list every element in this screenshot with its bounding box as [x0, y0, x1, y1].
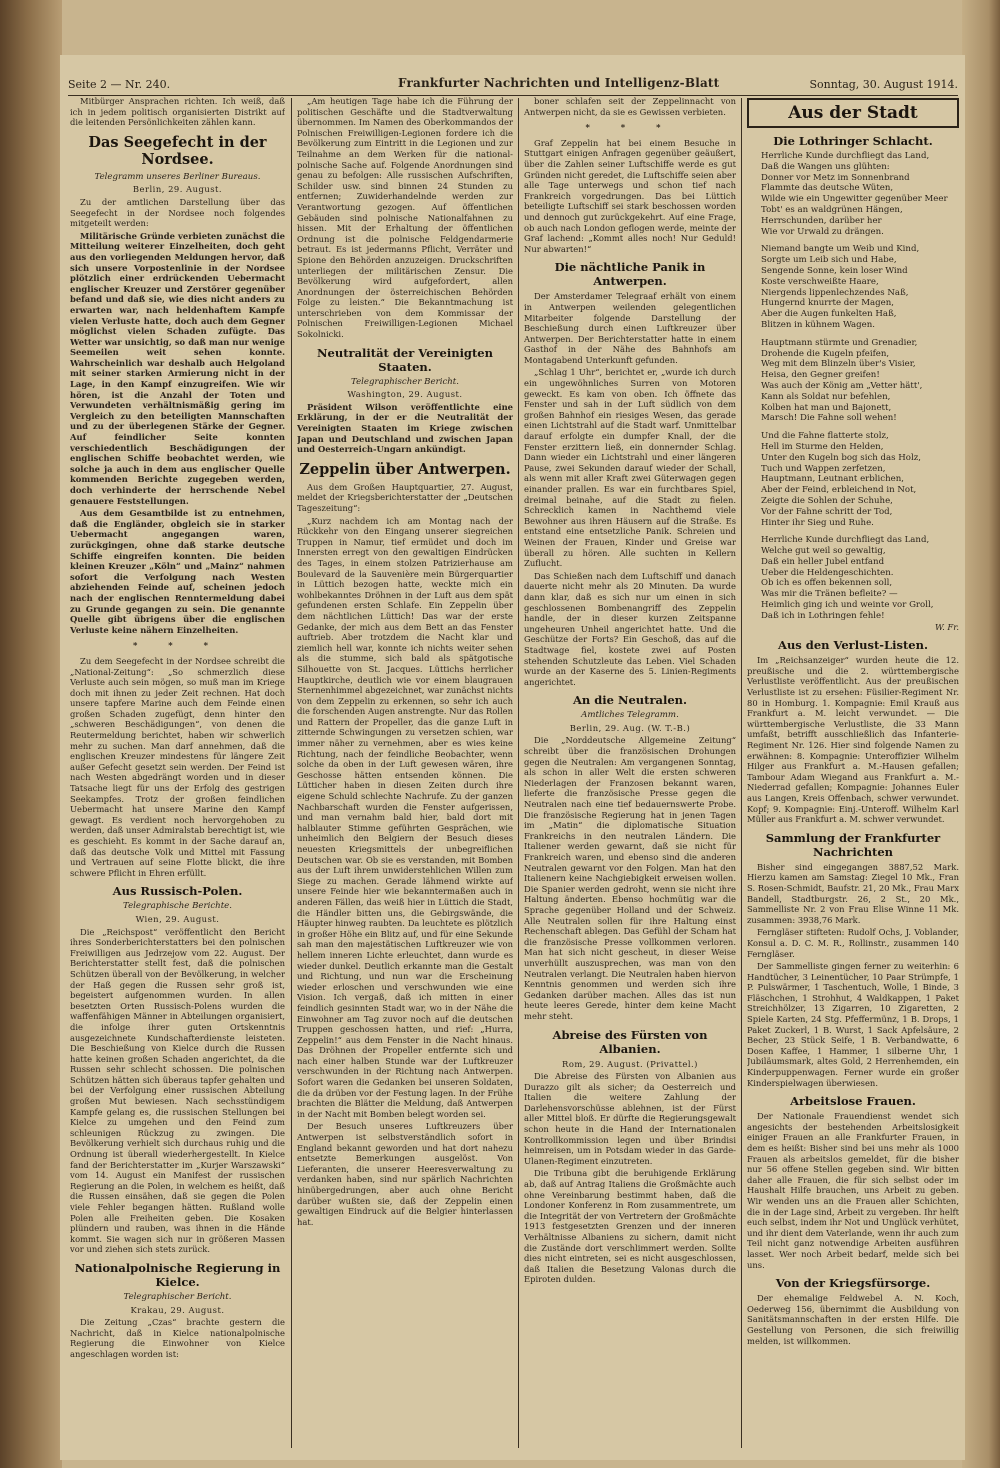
headline-kriegsfuersorge: Von der Kriegsfürsorge.: [775, 1276, 931, 1291]
article-text: Die Zeitung „Czas“ brachte gestern die Nachricht, daß in Kielce nationalpolnische Regierung die Einwohner von Kielce angeschlagen worden ist:: [70, 1317, 285, 1359]
poem-line: Aber die Augen funkelten Haß,: [761, 309, 897, 320]
page-header: [68, 74, 958, 96]
article-text: boner schlafen seit der Zeppelinnacht von Antwerpen nicht, da sie es Gewissen verbieten.: [524, 96, 736, 117]
poem-line: Hauptmann stürmte und Grenadier,: [761, 337, 918, 348]
subheadline: Telegraphischer Bericht.: [123, 1291, 232, 1302]
poem-line: Niergends lippenlechzendes Naß,: [761, 287, 909, 298]
column-divider: [291, 98, 292, 1448]
column-2: [297, 96, 513, 1441]
dateline: Wien, 29. August.: [135, 913, 220, 924]
poem-line: Koste verschweißte Haare,: [761, 276, 879, 287]
issue-date: Sonntag, 30. August 1914.: [809, 78, 958, 91]
poem-stanza-break: [761, 237, 953, 244]
article-text: Präsident Wilson veröffentlichte eine Erklärung, in der er die Neutralität der Vereinigten Staaten im Kriege zwischen Japan und Deutschland und zwischen Japan und Oesterreich-Ungarn ankündigt.: [297, 401, 513, 455]
poem-line: Herrschunden, darüber her: [761, 215, 882, 226]
poem-line: Drohende die Kugeln pfeifen,: [761, 348, 890, 359]
poem-line: Zeigte die Sohlen der Schuhe,: [761, 495, 893, 506]
article-text: Graf Zeppelin hat bei einem Besuche in Stuttgart einigen Anfragen gegenüber geäußert, über die Zahlen seiner Luftschiffe werde es gut Gründen nicht geredet, die Luftschiffe seien aber alle Tage unterwegs und schon tief nach Frankreich vorgedrungen. Das bei Lüttich beteiligte Luftschiff sei stark beschossen worden und dennoch gut zurückgekehrt. Auf eine Frage, ob auch nach London geflogen werde, meinte der Graf lachend: „Kommt alles noch! Nur Geduld! Nur abwarten!“: [524, 137, 736, 254]
headline-arbeitslose-frauen: Arbeitslose Frauen.: [790, 1094, 916, 1109]
article-text: Ferngläser stifteten: Rudolf Ochs, J. Voblander, Konsul a. D. C. M. R., Rollinstr., zusammen 140 Ferngläser.: [747, 927, 959, 959]
poem-line: Hungernd knurrte der Magen,: [761, 298, 894, 309]
headline-abreise-fuerst: Abreise des Fürsten von Albanien.: [552, 1027, 708, 1056]
article-text: Der Amsterdamer Telegraaf erhält von einem in Antwerpen weilenden gelegentlichen Mitarbeiter folgende Darstellung der Beschießung durch einen Luftkreuzer über Antwerpen. Der Berichterstatter hatte in einem Gasthof in der Nähe des Bahnhofs am Montagabend Unterkunft gefunden.: [524, 291, 736, 365]
subheadline: Telegraphischer Bericht.: [351, 376, 459, 387]
poem-line: Und die Fahne flatterte stolz,: [761, 431, 889, 442]
book-binding: [0, 0, 62, 1468]
headline-verlustlisten: Aus den Verlust-Listen.: [778, 638, 928, 653]
article-text: Die Abreise des Fürsten von Albanien aus Durazzo gilt als sicher; da Oesterreich und Italien die weitere Zahlung der Darlehensvorschüsse ablehnen, ist der Fürst aller Mittel bloß. Er dürfte die Regierungsgewalt schon heute in die Hand der Internationalen Kontrollkommission legen und über Brindisi heimreisen, um in Potsdam wieder in das Garde-Ulanen-Regiment einzutreten.: [524, 1071, 736, 1166]
poem-line: Was mir die Tränen befleite? —: [761, 589, 898, 600]
poem-line: Herrliche Kunde durchfliegt das Land,: [761, 151, 930, 161]
headline-sammlung: Sammlung der Frankfurter Nachrichten: [765, 830, 941, 859]
article-text: Der ehemalige Feldwebel A. N. Koch, Oederweg 156, übernimmt die Ausbildung von Sanitätsmannschaften in der ersten Hilfe. Die Gestellung von Personen, die sich freiwillig melden, ist willkommen.: [747, 1293, 959, 1346]
poem-line: Was auch der König am „Vetter hätt',: [761, 380, 923, 391]
poem-line: Ueber die Heldengeschichten.: [761, 567, 894, 578]
headline-zeppelin: Zeppelin über Antwerpen.: [299, 460, 511, 478]
dateline: Washington, 29. August.: [347, 389, 463, 400]
article-text: Bisher sind eingegangen 3887,52 Mark. Hierzu kamen am Samstag: Ziegel 10 Mk., Fran S. Rosen-Schmidt, Baufstr. 21, 20 Mk., Frau Marx Bandell, Stadtburgstr. 26, 2 St., 20 Mk., Sammelliste Nr. 2 von Frau Elise Winne 11 Mk. zusammen: 3938,76 Mark.: [747, 861, 959, 925]
poem-line: Daß ich in Lothringen fehle!: [761, 610, 885, 621]
separator-stars: * * *: [585, 122, 675, 133]
poem-line: Sengende Sonne, kein loser Wind: [761, 265, 908, 276]
page-edge: [962, 0, 1000, 1468]
headline-neutralen: An die Neutralen.: [572, 693, 688, 708]
poem-title: Die Lothringer Schlacht.: [773, 134, 933, 148]
poem-line: Heimlich ging ich und weinte vor Groll,: [761, 600, 934, 611]
subheadline: Telegramm unseres Berliner Bureaus.: [94, 171, 261, 182]
dateline: Berlin, 29. August.: [132, 184, 223, 195]
poem-line: Tuch und Wappen zerfetzen,: [761, 463, 886, 474]
poem-stanza-break: [761, 528, 953, 535]
poem-stanza-break: [761, 424, 953, 431]
article-text: Die „Reichspost“ veröffentlicht den Bericht ihres Sonderberichterstatters bei den polnischen Freiwilligen aus Jedrzejow vom 22. August. Der Berichterstatter stellt fest, daß die polnischen Schützen überall von der Bevölkerung, in welcher der Haß gegen die Russen sehr groß ist, begeistert aufgenommen wurden. In allen besetzten Orten Russisch-Polens wurden die waffenfähigen Männer in Abteilungen organisiert, die infolge ihrer guten Ortskenntnis ausgezeichnete Kundschafterdienste leisteten. Die Beschießung von Kielce durch die Russen hatte keinen großen Schaden angerichtet, da die Russen sehr schlecht schossen. Die polnischen Schützen hätten sich überaus tapfer gehalten und bei der Verfolgung einer russischen Abteilung großen Mut bewiesen. Nach sechsstündigem Kampfe gelang es, die russischen Stellungen bei Kielce zu umgehen und den Feind zum schleunigen Rückzug zu zwingen. Die Bevölkerung verhielt sich durchaus ruhig und die Ordnung ist überall wiederhergestellt. In Kielce fand der Berichterstatter im „Kurjer Warszawski“ vom 14. August ein Manifest der russischen Regierung an die Polen, in welchem es heißt, daß die Russen einsähen, daß sie gegen die Polen viele Fehler begangen hätten. Rußland wolle Polen alle Freiheiten geben. Die Kosaken plündern und rauben, was ihnen in die Hände kommt. Sie wagen sich nur in größeren Massen vor und ziehen sich stets zurück.: [70, 926, 285, 1255]
article-text: Die „Norddeutsche Allgemeine Zeitung“ schreibt über die französischen Drohungen gegen die Neutralen: Am vergangenen Sonntag, als schon in aller Welt die ersten schweren Niederlagen der Franzosen bekannt waren, lieferte die französische Presse gegen die Neutralen nach eine tief bedauernswerte Probe. Die französische Regierung hat in jenen Tagen im „Matin“ die diplomatische Situation Frankreichs in den neutralen Ländern. Die Italiener werden gewarnt, daß sie nicht für Frankreich waren, und ebenso sind die anderen Neutralen gewarnt vor den Folgen. Man hat den Italienern keine Nachgiebigkeit erweisen wollen. Die Spanier werden gedroht, wenn sie nicht ihre Haltung änderten. Ebenso hochmütig war die Sprache gegenüber Holland und der Schweiz. Alle Neutralen sollen für ihre Haltung einst Rechenschaft ablegen. Das Gefühl der Scham hat die französische Presse vollkommen verloren. Man hat sich nicht gescheut, in dieser Weise unverhüllt auszusprechen, was man von den Neutralen verlangt. Die Neutralen haben hiervon Kenntnis genommen und werden sich ihre Gedanken darüber machen. Alles das ist nun heute leeres Gerede, hinter dem keine Macht mehr steht.: [524, 735, 736, 1021]
article-text: „Am heutigen Tage habe ich die Führung der politischen Geschäfte und die Stadtverwaltung übernommen. Im Namen des Oberkommandos der Polnischen Freiwilligen-Legionen fordere ich die Bevölkerung zum Eintritt in die Legionen und zur Teilnahme an dem Werken für die national-polnische Sache auf. Folgende Anordnungen sind genau zu befolgen: Alle russischen Aufschriften, Schilder usw. sind binnen 24 Stunden zu entfernen; Zuwiderhandelnde werden zur Verantwortung gezogen. Auf öffentlichen Gebäuden sind polnische Nationalfahnen zu hissen. Mit der Erhaltung der öffentlichen Ordnung ist die polnische Feldgendarmerie betraut. Es ist jedermanns Pflicht, Verräter und Spione den Behörden anzuzeigen. Druckschriften unterliegen der militärischen Zensur. Die Bevölkerung wird aufgefordert, allen Anordnungen der österreichischen Behörden Folge zu leisten.“ Die Bekanntmachung ist unterschrieben von dem Kommissar der Polnischen Freiwilligen-Legionen Michael Sokolnicki.: [297, 96, 513, 340]
poem-line: Herrliche Kunde durchfliegt das Land,: [761, 535, 930, 546]
poem-line: Niemand bangte um Weib und Kind,: [761, 244, 920, 255]
poem-signature: W. Fr.: [934, 621, 959, 632]
headline-nationalpolnische-regierung: Nationalpolnische Regierung in Kielce.: [74, 1260, 281, 1289]
poem-line: Sorgte um Leib sich und Habe,: [761, 255, 897, 266]
article-text: Der Sammelliste gingen ferner zu weiterhin: 6 Handtücher, 3 Leinentücher, 10 Paar Strümpfe, 1 P. Pulswärmer, 1 Taschentuch, Wolle, 1 Binde, 3 Fläschchen, 1 Strohhut, 4 Waldkappen, 1 Paket Streichhölzer, 13 Zigarren, 10 Zigaretten, 2 Spiele Karten, 24 Stg. Pfeffermünz, 1 B. Drops, 1 Paket Zuckerl, 1 B. Wurst, 1 Sack Apfelsäure, 2 Becher, 23 Stück Seife, 1 B. Verbandwatte, 6 Dosen Kaffee, 1 Hammer, 1 silberne Uhr, 1 Jubiläumsmark, altes Gold, 2 Herrenhemden, ein Kinderpuppenwagen. Ferner wurde ein großer Kinderspielwagen überwiesen.: [747, 961, 959, 1088]
article-text: Die Tribuna gibt die beruhigende Erklärung ab, daß auf Antrag Italiens die Großmächte auch ohne Vereinbarung bestimmt haben, daß die Londoner Konferenz in Rom zusammentrete, um die Integrität der von Vertretern der Großmächte 1913 festgesetzten Grenzen und der inneren Verhältnisse Albaniens zu sichern, damit nicht die Zustände dort verschlimmert werden. Sollte dies nicht eintreten, sei es nicht ausgeschlossen, daß Italien die Besetzung Valonas durch die Epiroten dulden.: [524, 1168, 736, 1285]
poem-line: Flammte das deutsche Wüten,: [761, 183, 894, 194]
poem-line: Marsch! Die Fahne soll wehen!: [761, 413, 897, 424]
poem-line: Hell im Sturme den Helden,: [761, 441, 884, 452]
poem-line: Donner vor Metz im Sonnenbrand: [761, 172, 910, 183]
poem-line: Wilde wie ein Ungewitter gegenüber Meer: [761, 194, 948, 205]
article-text: Militärische Gründe verbieten zunächst die Mitteilung weiterer Einzelheiten, doch geht aus den vorliegenden Meldungen hervor, daß sich unsere Vorpostenlinie in der Nordsee plötzlich einer erdrückenden Uebermacht englischer Kreuzer und Zerstörer gegenüber befand und daß sie, wie dies nicht anders zu erwarten war, nach heldenhaftem Kampfe vielen Verluste hatte, doch auch dem Gegner möglichst vielen Schaden zufügte. Das Wetter war unsichtig, so daß man nur wenige Seemeilen weit sehen konnte. Wahrscheinlich war deshalb auch Helgoland mit seiner starken Armierung nicht in der Lage, in den Kampf einzugreifen. Wie wir hören, ist die Anzahl der Toten und Verwundeten verhältnismäßig gering im Vergleich zu den beteiligten Mannschaften und zu der überlegenen Stärke der Gegner. Auf feindlicher Seite konnten verschiedentlich Beschädigungen der englischen Schiffe beobachtet werden, wie solche ja auch in dem aus englischer Quelle kommenden Berichte zugegeben werden, doch verhinderte der herrschende Nebel genauere Feststellungen.: [70, 230, 285, 506]
article-text: Mitbürger Ansprachen richten. Ich weiß, daß ich in jedem politisch organisierten Distrikt auf die leitenden Persönlichkeiten zählen kann.: [70, 96, 285, 128]
article-text: „Kurz nachdem ich am Montag nach der Rückkehr von den Eingang unserer siegreichen Truppen in Namur, tief ermüdet und doch im Innersten erregt von den gewaltigen Eindrücken des Tages, in einem stolzen Patrizierhause am Boulevard de la Sauvenière mein Bürgerquartier in Lüttich bezogen hatte, weckte mich ein wohlbekanntes Dröhnen in der Luft aus dem spät gefundenen ersten Schlafe. Ein Zeppelin über dem nächtlichen Lüttich! Das war der erste Gedanke, der mich aus dem Bett an das Fenster auftrieb. Aber trotzdem die Nacht klar und ziemlich hell war, konnte ich nichts weiter sehen als die stumme, sich bald als spätgotische Silhouette von St. Jacques. Lüttichs herrlicher Hauptkirche, deutlich wie vor einem blaugrauen Sternenhimmel abgezeichnet, war zunächst nichts von dem Zeppelin zu erkennen, so sehr ich auch die forschenden Augen anstrengte. Nur das Rollen und Rattern der Propeller, das die ganze Luft in zitternde Schwingungen zu versetzen schien, war immer näher zu vernehmen, aber es wies keine Richtung, nach der feindliche Beobachter, wenn solche da oben in der Luft gewesen wären, ihre Geschosse hätten entsenden können. Die Lütticher haben in diesen Zeiten durch ihre eigene Schuld schlechte Nachrufe. Zu der ganzen Nachbarschaft wurden die Fenster aufgerissen, und man vernahm bald hier, bald dort mit halblauter Stimme geführten Gesprächen, wie unheimlich den Belgiern der Besuch dieses neuesten Kriegsmittels der unbegreiflichen Deutschen war. Ob sie es verstanden, mit Bomben aus der Luft ihrem unwiderstehlichen Willen zum Siege zu machen. Gerade lähmend wirkte auf unsere Feinde hier wie bekanntermaßen auch in anderen Fällen, das weiß hier in Lüttich die Stadt, die Händler bitten uns, die Gebirgswände, die Häupter hinweg raubten. Da leuchtete es plötzlich in großer Höhe ein Blitz auf, und für eine Sekunde sah man den majestätischen Luftkreuzer wie von hellem inneren Lichte erleuchtet, dann wurde es wieder dunkel. Deutlich erkannte man die Gestalt und Richtung, und nun war die Erscheinung wieder erloschen und verschwunden wie eine Vision. Ich vergaß, daß ich mitten in einer feindlich gesinnten Stadt war, wo in der Nähe die Einwohner am Tag zuvor noch auf die deutschen Truppen geschossen hatten, und rief: „Hurra, Zeppelin!“ aus dem Fenster in die Nacht hinaus. Das Dröhnen der Propeller entfernte sich und nach einer halben Stunde war der Luftkreuzer verschwunden in der Richtung nach Antwerpen. Sofort waren die Gedanken bei unseren Soldaten, die da drüben vor der Festung lagen. In der Frühe brachten die Blätter die Meldung, daß Antwerpen in der Nacht mit Bomben belegt worden sei.: [297, 515, 513, 1119]
separator-stars: * * *: [133, 640, 222, 651]
poem-line: Kolben hat man und Bajonett,: [761, 402, 892, 413]
column-1: [70, 96, 285, 1441]
column-4: [747, 96, 959, 1441]
page-number: Seite 2 — Nr. 240.: [68, 78, 171, 91]
poem-line: Blitzen in kühnem Wagen.: [761, 319, 876, 330]
masthead: Frankfurter Nachrichten und Intelligenz-Blatt: [398, 76, 720, 90]
dateline: Berlin, 29. Aug. (W. T.-B.): [569, 722, 691, 733]
poem-line: Wie vor Urwald zu drängen.: [761, 226, 884, 237]
dateline: Krakau, 29. August.: [130, 1304, 225, 1315]
article-text: Das Schießen nach dem Luftschiff und danach dauerte nicht mehr als 20 Minuten. Da wurde dann klar, daß es sich nur um einen in sich geschlossenen Bombenangriff des Zeppelin handle, der in dieser kurzen Zeitspanne ungeheuren Unheil angerichtet hatte. Und die Geschütze der Forts? Ein Geschoß, das auf die Stadtwage fiel, kostete zwei auf Posten stehenden Schutzleute das Leben. Viel Schaden wurde an der Kaserne des 5. Linien-Regiments angerichtet.: [524, 570, 736, 687]
subheadline: Telegraphische Berichte.: [123, 901, 232, 912]
poem-line: Hauptmann, Leutnant erblichen,: [761, 474, 904, 485]
article-text: Zu dem Seegefecht in der Nordsee schreibt die „National-Zeitung“: „So schmerzlich diese Verluste auch sein mögen, so muß man im Kriege doch mit ihnen zu jeder Zeit rechnen. Hat doch unsere tapfere Marine auch dem Feinde einen großen Schaden zugefügt, denn hinter den „schweren Beschädigungen“, von denen die Reutermeldung berichtet, haben wir schwerlich mehr zu suchen. Man darf annehmen, daß die englischen Kreuzer mindestens für längere Zeit außer Gefecht gesetzt sein werden. Der Feind ist nach Westen abgedrängt worden und in dieser Tatsache liegt für uns der Erfolg des gestrigen Seekampfes. Trotz der großen feindlichen Uebermacht hat unsere Marine den Kampf gewagt. Es verdient noch hervorgehoben zu werden, daß unser Admiralstab berechtigt ist, wie es geschieht. Es kommt in der Sache darauf an, daß das deutsche Volk und Mittel mit Fassung und Vertrauen auf seine Flotte blickt, die ihre schwere Pflicht in Ehren erfüllt.: [70, 655, 285, 878]
article-text: Zu der amtlichen Darstellung über das Seegefecht in der Nordsee noch folgendes mitgeteilt werden:: [70, 196, 285, 229]
article-text: Aus dem Großen Hauptquartier, 27. August, meldet der Kriegsberichterstatter der „Deutschen Tageszeitung“:: [297, 481, 513, 513]
article-text: „Schlag 1 Uhr“, berichtet er, „wurde ich durch ein ungewöhnliches Surren von Motoren geweckt. Es kam von oben. Ich öffnete das Fenster und sah in der Luft südlich von dem großen Bahnhof ein riesiges Wesen, das gerade einen Lichtstrahl auf die Stadt warf. Unmittelbar darauf erfolgte ein dumpfer Knall, der die Fenster erzittern ließ, ein donnernder Schlag. Dann wieder ein Lichtstrahl und einer längeren Pause, zwei Sekunden darauf wieder der Schall, als wenn mit aller Kraft zwei Güterwagen gegen einander prallen. Es war ein furchtbares Spiel, dreimal beinahe, auf die Stadt zu fielen. Schrecklich kamen in Nachthemd viele Bewohner aus ihren Häusern auf die Straße. Es entstand eine entsetzliche Panik. Schreien und Weinen der Frauen, Kinder und Greise war überall zu hören. Alle suchten in Kellern Zuflucht.: [524, 367, 736, 569]
poem-line: Heisa, den Gegner greifen!: [761, 370, 880, 381]
column-3: [524, 96, 736, 1441]
article-text: Aus dem Gesamtbilde ist zu entnehmen, daß die Engländer, obgleich sie in starker Uebermacht angegangen waren, zurückgingen, ohne daß starke deutsche Schiffe eingreifen konnten. Die beiden kleinen Kreuzer „Köln“ und „Mainz“ nahmen sofort die Verfolgung nach Westen abziehenden Feinde auf, scheinen jedoch nach der englischen Renntermeldung dabei zu Grunde gegangen zu sein. Die genannte Quelle gibt übrigens über die englischen Verluste keine nähern Einzelheiten.: [70, 508, 285, 635]
headline-neutralitaet: Neutralität der Vereinigten Staaten.: [317, 345, 493, 374]
article-text: Im „Reichsanzeiger“ wurden heute die 12. preußische und die 2. württembergische Verlustliste veröffentlicht. Aus der preußischen Verlustliste ist zu ersehen: Füsilier-Regiment Nr. 80 in Homburg. 1. Kompagnie: Emil Krauß aus Frankfurt a. M. leicht verwundet. — Die württembergische Verlustliste, die 33 Mann umfaßt, betrifft ausschließlich das Infanterie-Regiment Nr. 126. Hier sind folgende Namen zu erwähnen: 8. Kompagnie: Unteroffizier Wilhelm Hilger aus Frankfurt a. M.-Hausen gefallen; Tambour Adam Wiegand aus Frankfurt a. M.-Niederrad gefallen; Kompagnie: Johannes Euler aus Langen, Kreis Offenbach, schwer verwundet. Kopf; 9. Kompagnie: Einj.-Unteroff. Wilhelm Karl Müller aus Frankfurt a. M. schwer verwundet.: [747, 655, 959, 825]
subheadline: Amtliches Telegramm.: [581, 710, 679, 721]
article-text: Der Nationale Frauendienst wendet sich angesichts der bestehenden Arbeitslosigkeit einiger Frauen an alle Frankfurter Frauen, in dem es heißt: Bisher sind bei uns mehr als 1000 Frauen als arbeitslos gemeldet, für die bisher nur 56 offene Stellen gegeben sind. Wir bitten daher alle Frauen, die für sich selbst oder im Haushalt Hilfe brauchen, uns Arbeit zu geben. Wir wenden uns an die Frauen aller Schichten, die in der Lage sind, Arbeit zu vergeben. Ihr helft euch selbst, indem ihr Not und Unglück verhütet, und ihr dient dem Vaterlande, wenn ihr auch zum Teil nicht ganz notwendige Arbeiten ausführen lasset. Wer noch Arbeit bedarf, melde sich bei uns.: [747, 1111, 959, 1270]
headline-panik-antwerpen: Die nächtliche Panik in Antwerpen.: [554, 260, 706, 289]
poem-line: Aber der Feind, erbleichend in Not,: [761, 485, 917, 496]
article-text: Der Besuch unseres Luftkreuzers über Antwerpen ist selbstverständlich sofort in England bekannt geworden und hat dort nahezu entsetzte Bemerkungen ausgelöst. Von Lieferanten, die unserer Heeresverwaltung zu verdanken haben, sind nur spärlich Nachrichten hinübergedrungen, aber auch ohne Bericht darüber wußten sie, daß der Zeppelin einen gewaltigen Eindruck auf die Belgier hinterlassen hat.: [297, 1121, 513, 1227]
poem-line: Vor der Fahne schritt der Tod,: [761, 506, 893, 517]
poem-line: Daß die Wangen uns glühten:: [761, 161, 890, 172]
column-divider: [741, 98, 742, 1448]
headline-seegefecht: Das Seegefecht in der Nordsee.: [88, 133, 267, 168]
poem: [747, 151, 959, 622]
poem-line: Ob ich es offen bekennen soll,: [761, 578, 893, 589]
poem-line: Daß ein heller Jubel entfand: [761, 556, 885, 567]
poem-line: Hinter ihr Sieg und Ruhe.: [761, 517, 874, 528]
section-heading-aus-der-stadt: [747, 98, 959, 128]
headline-russisch-polen: Aus Russisch-Polen.: [112, 884, 243, 899]
poem-line: Weg mit dem Blinzeln über's Visier,: [761, 359, 916, 370]
poem-line: Welche gut weil so gewaltig,: [761, 546, 886, 557]
poem-line: Tobt' es an waldgrünen Hängen,: [761, 204, 903, 215]
poem-line: Unter den Kugeln bog sich das Holz,: [761, 452, 921, 463]
column-divider: [518, 98, 519, 1448]
poem-line: Kann als Soldat nur befehlen,: [761, 391, 891, 402]
dateline: Rom, 29. August. (Privattel.): [562, 1058, 698, 1069]
poem-stanza-break: [761, 331, 953, 338]
section-title: Aus der Stadt: [788, 103, 918, 123]
